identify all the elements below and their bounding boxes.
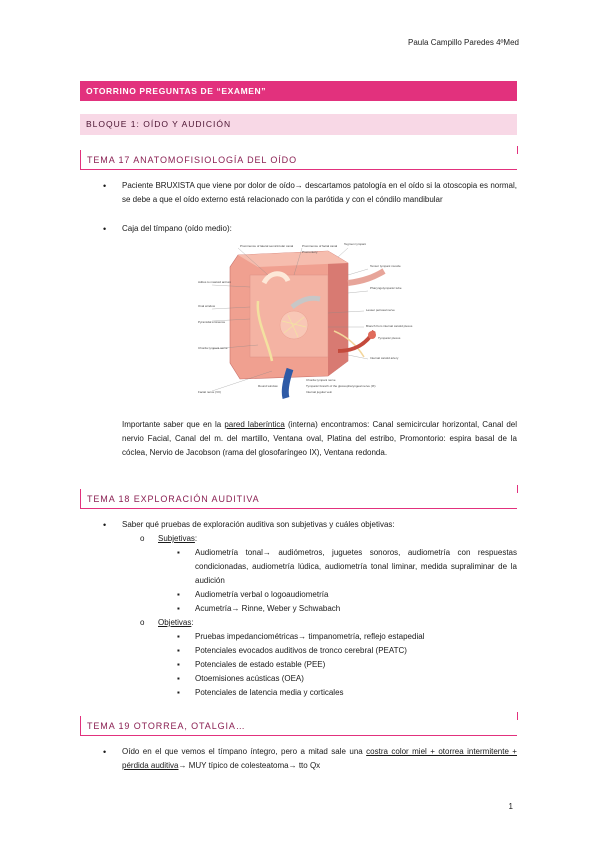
square-bullet-icon: ▪ (177, 646, 180, 655)
square-bullet-icon: ▪ (177, 674, 180, 683)
diagram-label: Aditus to mastoid antrum (198, 280, 232, 284)
square-bullet-icon: ▪ (177, 590, 180, 599)
labyrinthine-wall-note: Importante saber que en la pared laberíntica (interna) encontramos: Canal semicircular horizontal, Canal del nervio Facial, Canal del m. del martillo, Ventana oval, Platina del estribo, Promontorio: espira basal de la cóclea, Nervio de Jacobson (rama del glosofaríngeo IX), Ventana redonda. (122, 420, 518, 457)
page-number: 1 (508, 802, 513, 811)
diagram-label: Tegmen tympani (344, 242, 367, 246)
diagram-label: Internal jugular vein (306, 390, 333, 394)
square-bullet-icon: ▪ (177, 548, 180, 557)
objective-item: Potenciales de latencia media y corticales (195, 688, 344, 697)
diagram-label: Pyramidal eminence (198, 320, 226, 324)
block-title: BLOQUE 1: OÍDO Y AUDICIÓN (80, 114, 517, 135)
objective-item: Potenciales evocados auditivos de tronco cerebral (PEATC) (195, 646, 407, 655)
square-bullet-icon: ▪ (177, 632, 180, 641)
diagram-label: Tensor tympani muscle (370, 264, 401, 268)
diagram-label: Chorda tympani nerve (198, 346, 228, 350)
diagram-label: Facial nerve (VII) (198, 390, 221, 394)
subjective-label: Subjetivas: (158, 534, 198, 543)
diagram-label: Pharyngotympanic tube (370, 286, 402, 290)
section-17-title: TEMA 17 ANATOMOFISIOLOGÍA DEL OÍDO (80, 150, 517, 170)
square-bullet-icon: ▪ (177, 604, 180, 613)
sub-bullet-icon: o (140, 618, 145, 627)
square-bullet-icon: ▪ (177, 660, 180, 669)
exploration-intro: Saber qué pruebas de exploración auditiva son subjetivas y cuáles objetivas: (122, 520, 395, 529)
sub-bullet-icon: o (140, 534, 145, 543)
objective-label: Objetivas: (158, 618, 194, 627)
diagram-label: Round window (258, 384, 278, 388)
section-19-title: TEMA 19 OTORREA, OTALGIA… (80, 716, 517, 736)
diagram-label: Promontory (302, 250, 318, 254)
subjective-item: Acumetría→ Rinne, Weber y Schwabach (195, 604, 341, 613)
diagram-label: Internal carotid artery (370, 356, 399, 360)
document-title: OTORRINO PREGUNTAS DE “EXAMEN” (80, 81, 517, 101)
diagram-label: Prominence of lateral semicircular canal (240, 244, 294, 248)
diagram-label: Prominence of facial canal (302, 244, 338, 248)
header-author: Paula Campillo Paredes 4ºMed (408, 38, 519, 47)
tympanic-cavity-label: Caja del tímpano (oído medio): (122, 224, 232, 233)
bullet-icon: • (103, 224, 107, 234)
cholesteatoma-paragraph: Oído en el que vemos el tímpano íntegro, pero a mitad sale una costra color miel + otorrea intermitente + pérdida auditiva→ MUY típico de colesteatoma→ tto Qx (122, 747, 517, 770)
square-bullet-icon: ▪ (177, 688, 180, 697)
section-18-title: TEMA 18 EXPLORACIÓN AUDITIVA (80, 489, 517, 509)
bullet-icon: • (103, 520, 107, 530)
diagram-label: Lesser petrosal nerve (366, 308, 395, 312)
objective-item: Otoemisiones acústicas (OEA) (195, 674, 304, 683)
bruxism-paragraph: Paciente BRUXISTA que viene por dolor de oído→ descartamos patología en el oído si la otoscopia es normal, se debe a que el oído externo está relacionado con la parótida y con el cóndilo mandibular (122, 181, 517, 204)
diagram-label: Tympanic plexus (378, 336, 401, 340)
objective-item: Pruebas impedanciométricas→ timpanometría, reflejo estapedial (195, 632, 425, 641)
diagram-label: Tympanic branch of the glossopharyngeal nerve (IX) (306, 384, 376, 388)
subjective-item: Audiometría verbal o logoaudiometría (195, 590, 329, 599)
objective-item: Potenciales de estado estable (PEE) (195, 660, 326, 669)
bullet-icon: • (103, 747, 107, 757)
diagram-label: Chorda tympani nerve (306, 378, 336, 382)
tympanic-cavity-diagram (198, 241, 413, 398)
subjective-item: Audiometría tonal→ audiómetros, juguetes sonoros, audiometría con respuestas condicionadas, audiometría lúdica, audiometría tonal liminar, medida supraliminar de la audición (195, 548, 517, 585)
bullet-icon: • (103, 181, 107, 191)
diagram-label: Branch from internal carotid plexus (366, 324, 413, 328)
diagram-label: Oval window (198, 304, 216, 308)
